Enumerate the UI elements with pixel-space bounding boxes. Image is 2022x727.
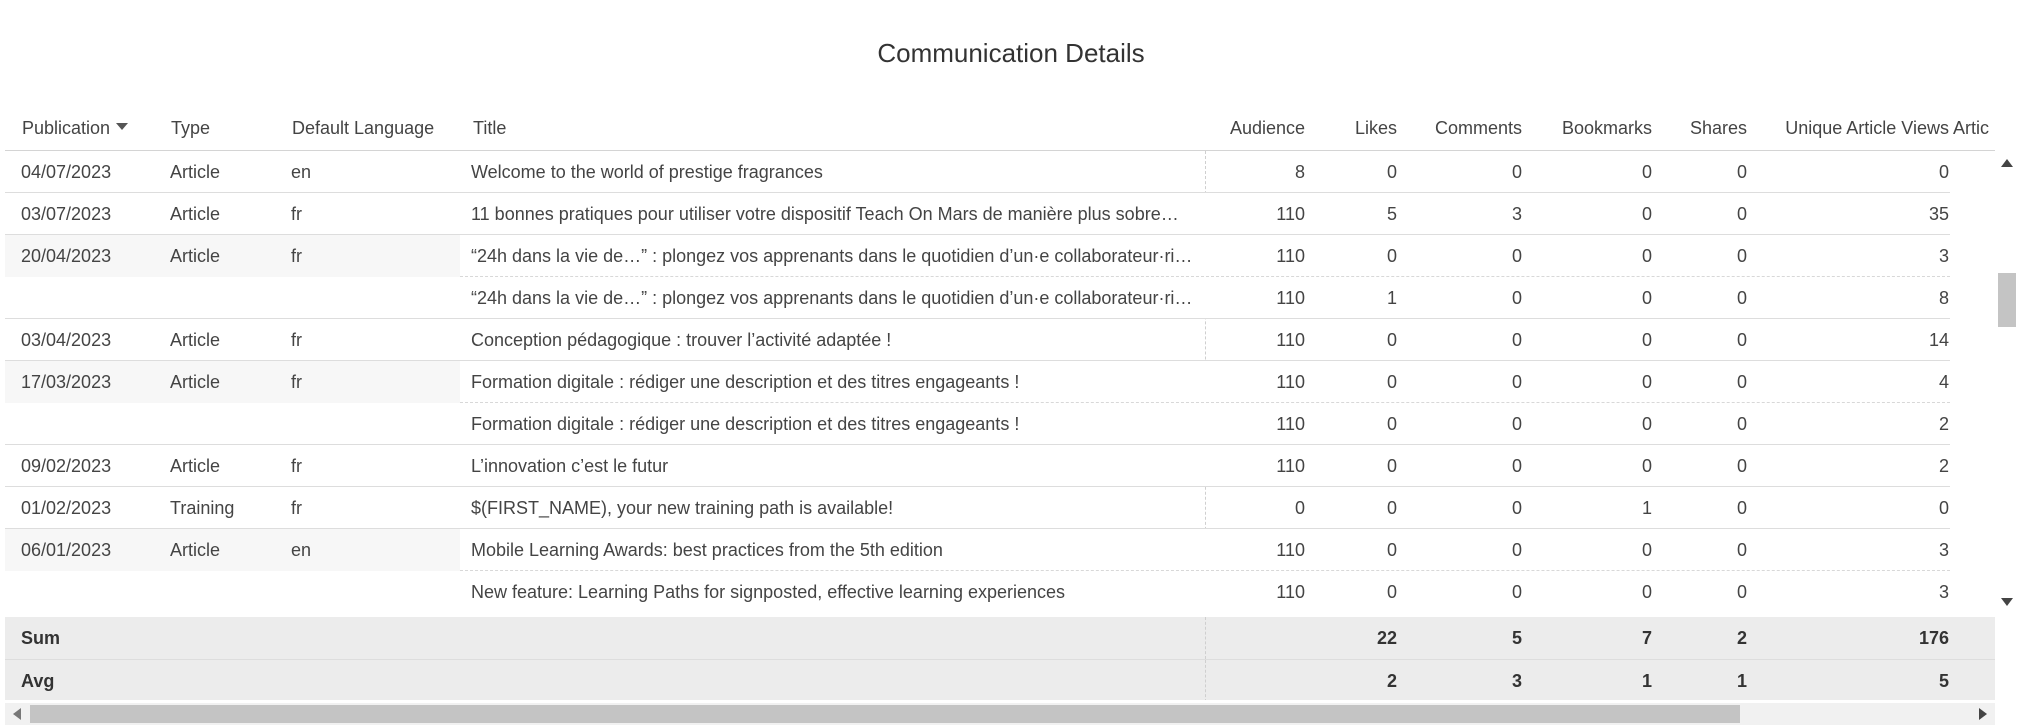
cell-language: fr xyxy=(291,456,302,476)
footer-label: Avg xyxy=(21,671,55,691)
cell-unique-views: 35 xyxy=(1928,204,1949,224)
cell-audience: 110 xyxy=(1276,372,1305,392)
cell-title: Formation digitale : rédiger une description et des titres engageants ! xyxy=(471,414,1020,434)
cell-bookmarks: 0 xyxy=(1641,288,1652,308)
cell-audience: 110 xyxy=(1276,246,1305,266)
cell-publication: 09/02/2023 xyxy=(21,456,112,476)
cell-bookmarks: 1 xyxy=(1641,498,1652,518)
sort-desc-icon[interactable] xyxy=(116,123,128,130)
table-row[interactable] xyxy=(5,361,1995,403)
cell-publication: 03/07/2023 xyxy=(21,204,112,224)
cell-type: Article xyxy=(170,246,221,266)
cell-language: en xyxy=(291,162,312,182)
cell-publication: 01/02/2023 xyxy=(21,498,112,518)
cell-unique-views: 3 xyxy=(1938,246,1949,266)
cell-type: Article xyxy=(170,372,221,392)
column-header-shares[interactable]: Shares xyxy=(1689,118,1747,138)
cell-language: fr xyxy=(291,204,302,224)
cell-likes: 5 xyxy=(1386,204,1397,224)
cell-likes: 0 xyxy=(1386,540,1397,560)
cell-type: Article xyxy=(170,540,221,560)
cell-unique-views: 3 xyxy=(1938,582,1949,602)
column-header-audience[interactable]: Audience xyxy=(1229,118,1305,138)
cell-comments: 0 xyxy=(1511,414,1522,434)
cell-title: 11 bonnes pratiques pour utiliser votre dispositif Teach On Mars de manière plus sobre… xyxy=(471,204,1179,224)
footer-unique-views: 176 xyxy=(1918,628,1949,648)
table-row[interactable] xyxy=(5,445,1995,487)
cell-title: $(FIRST_NAME), your new training path is available! xyxy=(471,498,894,518)
cell-type: Training xyxy=(170,498,235,518)
cell-type: Article xyxy=(170,204,221,224)
cell-bookmarks: 0 xyxy=(1641,582,1652,602)
cell-language: fr xyxy=(291,498,302,518)
table-body xyxy=(5,151,1995,610)
column-header-language[interactable]: Default Language xyxy=(292,118,435,138)
cell-likes: 0 xyxy=(1386,162,1397,182)
column-header-type[interactable]: Type xyxy=(171,118,211,138)
column-header-article-extra[interactable]: Artic xyxy=(1953,118,1989,138)
cell-bookmarks: 0 xyxy=(1641,540,1652,560)
cell-shares: 0 xyxy=(1736,330,1747,350)
cell-comments: 0 xyxy=(1511,330,1522,350)
column-header-likes[interactable]: Likes xyxy=(1354,118,1397,138)
cell-publication: 17/03/2023 xyxy=(21,372,112,392)
cell-shares: 0 xyxy=(1736,498,1747,518)
cell-unique-views: 2 xyxy=(1938,414,1949,434)
cell-language xyxy=(291,403,461,445)
cell-comments: 0 xyxy=(1511,246,1522,266)
footer-unique-views: 5 xyxy=(1938,671,1949,691)
column-header-label: Publication xyxy=(22,118,111,138)
cell-language: fr xyxy=(291,246,302,266)
cell-title: New feature: Learning Paths for signposted, effective learning experiences xyxy=(471,582,1066,602)
footer-row-avg xyxy=(5,659,1995,700)
footer-shares: 2 xyxy=(1736,628,1747,648)
cell-type xyxy=(170,571,280,610)
cell-language: fr xyxy=(291,372,302,392)
footer-bookmarks: 7 xyxy=(1641,628,1652,648)
column-header-unique-views[interactable]: Unique Article Views xyxy=(1785,118,1949,138)
table-header xyxy=(5,106,1995,151)
cell-language xyxy=(291,277,461,319)
cell-likes: 1 xyxy=(1386,288,1397,308)
cell-publication xyxy=(21,403,161,445)
table-row[interactable] xyxy=(5,403,1995,445)
cell-bookmarks: 0 xyxy=(1641,372,1652,392)
cell-shares: 0 xyxy=(1736,540,1747,560)
cell-audience: 110 xyxy=(1276,204,1305,224)
cell-shares: 0 xyxy=(1736,582,1747,602)
cell-shares: 0 xyxy=(1736,162,1747,182)
cell-title: Mobile Learning Awards: best practices from the 5th edition xyxy=(471,540,943,560)
cell-bookmarks: 0 xyxy=(1641,246,1652,266)
cell-publication: 06/01/2023 xyxy=(21,540,112,560)
cell-type xyxy=(170,403,280,445)
cell-language: fr xyxy=(291,330,302,350)
cell-title: Conception pédagogique : trouver l’activité adaptée ! xyxy=(471,330,892,350)
footer-likes: 2 xyxy=(1386,671,1397,691)
footer-comments: 5 xyxy=(1511,628,1522,648)
table-row[interactable] xyxy=(5,529,1995,571)
cell-bookmarks: 0 xyxy=(1641,204,1652,224)
scroll-down-icon[interactable] xyxy=(2001,598,2013,606)
column-header-publication[interactable] xyxy=(22,106,162,150)
cell-title: “24h dans la vie de…” : plongez vos apprenants dans le quotidien d’un·e collaborateur·ri… xyxy=(471,246,1193,266)
cell-comments: 0 xyxy=(1511,372,1522,392)
footer-shares: 1 xyxy=(1736,671,1747,691)
cell-shares: 0 xyxy=(1736,288,1747,308)
table-row[interactable] xyxy=(5,319,1995,361)
cell-comments: 0 xyxy=(1511,456,1522,476)
cell-comments: 3 xyxy=(1511,204,1522,224)
cell-likes: 0 xyxy=(1386,330,1397,350)
column-divider xyxy=(1205,660,1206,700)
horizontal-scrollbar[interactable] xyxy=(5,703,1995,725)
cell-likes: 0 xyxy=(1386,372,1397,392)
cell-likes: 0 xyxy=(1386,498,1397,518)
cell-language xyxy=(291,571,461,610)
footer-likes: 22 xyxy=(1376,628,1397,648)
table-row[interactable] xyxy=(5,277,1995,319)
data-table xyxy=(5,106,1995,700)
table-row[interactable] xyxy=(5,151,1995,193)
column-header-title[interactable]: Title xyxy=(473,118,507,138)
cell-shares: 0 xyxy=(1736,204,1747,224)
cell-title: “24h dans la vie de…” : plongez vos apprenants dans le quotidien d’un·e collaborateur·ri… xyxy=(471,288,1193,308)
cell-unique-views: 0 xyxy=(1938,498,1949,518)
cell-audience: 110 xyxy=(1276,288,1305,308)
footer-comments: 3 xyxy=(1511,671,1522,691)
cell-title: Welcome to the world of prestige fragrances xyxy=(471,162,823,182)
cell-unique-views: 4 xyxy=(1938,372,1949,392)
cell-audience: 110 xyxy=(1276,582,1305,602)
cell-audience: 8 xyxy=(1294,162,1305,182)
cell-audience: 110 xyxy=(1276,414,1305,434)
cell-audience: 0 xyxy=(1294,498,1305,518)
cell-publication xyxy=(21,571,161,610)
cell-likes: 0 xyxy=(1386,246,1397,266)
cell-type: Article xyxy=(170,330,221,350)
cell-comments: 0 xyxy=(1511,162,1522,182)
cell-comments: 0 xyxy=(1511,498,1522,518)
vertical-scrollbar[interactable] xyxy=(1996,151,2018,612)
cell-comments: 0 xyxy=(1511,288,1522,308)
cell-unique-views: 14 xyxy=(1928,330,1949,350)
cell-bookmarks: 0 xyxy=(1641,456,1652,476)
scroll-right-icon[interactable] xyxy=(1979,708,1987,720)
column-header-comments[interactable]: Comments xyxy=(1434,118,1522,138)
cell-type: Article xyxy=(170,162,221,182)
cell-shares: 0 xyxy=(1736,372,1747,392)
cell-shares: 0 xyxy=(1736,246,1747,266)
cell-bookmarks: 0 xyxy=(1641,162,1652,182)
cell-publication xyxy=(21,277,161,319)
table-row[interactable] xyxy=(5,571,1995,610)
cell-publication: 20/04/2023 xyxy=(21,246,112,266)
cell-type xyxy=(170,277,280,319)
cell-bookmarks: 0 xyxy=(1641,414,1652,434)
table-row[interactable] xyxy=(5,235,1995,277)
cell-publication: 04/07/2023 xyxy=(21,162,112,182)
cell-unique-views: 3 xyxy=(1938,540,1949,560)
cell-shares: 0 xyxy=(1736,414,1747,434)
vertical-scroll-thumb[interactable] xyxy=(1998,273,2016,327)
column-divider xyxy=(1205,617,1206,659)
cell-title: Formation digitale : rédiger une description et des titres engageants ! xyxy=(471,372,1020,392)
footer-row-sum xyxy=(5,617,1995,659)
scroll-left-icon[interactable] xyxy=(13,708,21,720)
cell-likes: 0 xyxy=(1386,414,1397,434)
footer-label: Sum xyxy=(21,628,61,648)
column-header-bookmarks[interactable]: Bookmarks xyxy=(1561,118,1652,138)
cell-audience: 110 xyxy=(1276,456,1305,476)
cell-likes: 0 xyxy=(1386,582,1397,602)
cell-unique-views: 8 xyxy=(1938,288,1949,308)
cell-audience: 110 xyxy=(1276,330,1305,350)
horizontal-scroll-thumb[interactable] xyxy=(30,705,1740,723)
scroll-up-icon[interactable] xyxy=(2001,159,2013,167)
table-row[interactable] xyxy=(5,487,1995,529)
cell-shares: 0 xyxy=(1736,456,1747,476)
cell-language: en xyxy=(291,540,312,560)
footer-bookmarks: 1 xyxy=(1641,671,1652,691)
cell-comments: 0 xyxy=(1511,540,1522,560)
cell-publication: 03/04/2023 xyxy=(21,330,112,350)
cell-bookmarks: 0 xyxy=(1641,330,1652,350)
cell-likes: 0 xyxy=(1386,456,1397,476)
page-title: Communication Details xyxy=(877,38,1145,68)
cell-type: Article xyxy=(170,456,221,476)
cell-title: L’innovation c’est le futur xyxy=(471,456,669,476)
cell-comments: 0 xyxy=(1511,582,1522,602)
cell-unique-views: 0 xyxy=(1938,162,1949,182)
table-row[interactable] xyxy=(5,193,1995,235)
cell-unique-views: 2 xyxy=(1938,456,1949,476)
cell-audience: 110 xyxy=(1276,540,1305,560)
